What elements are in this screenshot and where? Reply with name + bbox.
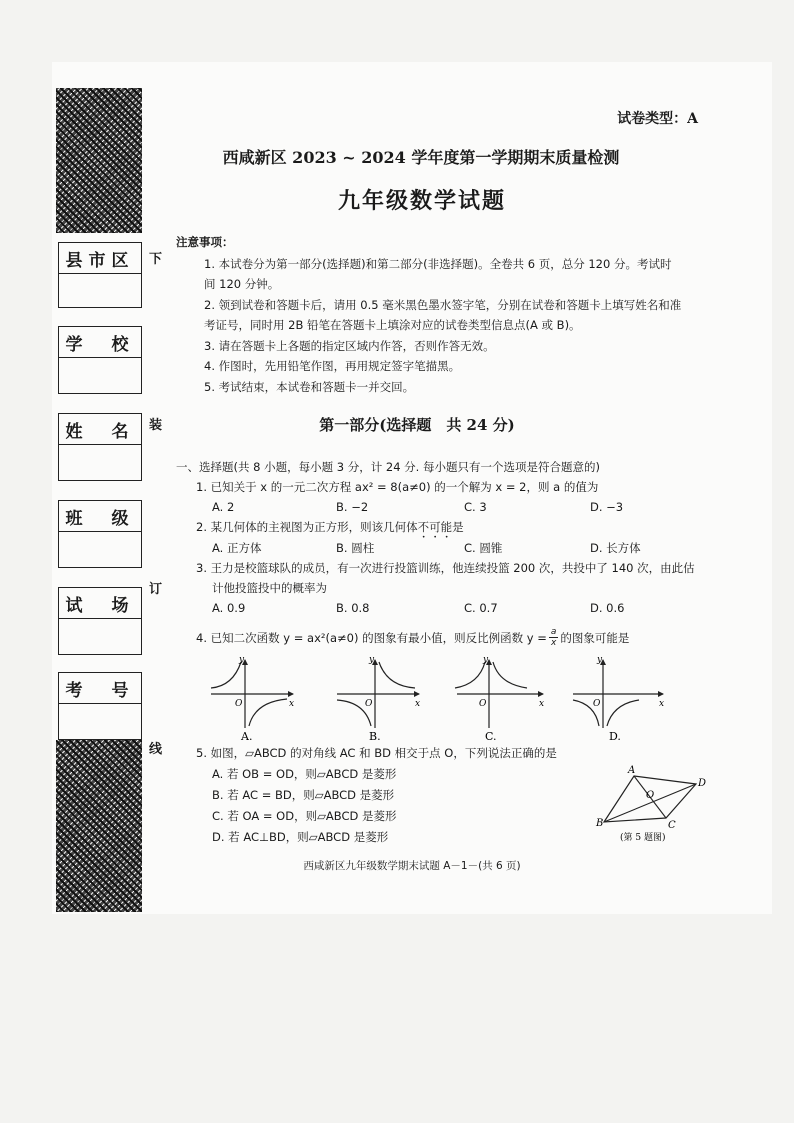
decorative-pattern-bottom — [56, 740, 142, 912]
field-room-box — [58, 587, 142, 655]
q4-stem-a: 4. 已知二次函数 y = ax²(a≠0) 的图象有最小值，则反比例函数 y = — [196, 630, 547, 645]
q4-fraction — [549, 627, 559, 648]
q4-axis-x: x — [539, 699, 545, 709]
q5-point-c: C — [668, 820, 676, 831]
note-line: 2. 领到试卷和答题卡后，请用 0.5 毫米黑色墨水签字笔，分别在试卷和答题卡上填写姓名和准 — [204, 298, 682, 312]
part1-title: 第一部分(选择题 共 24 分) — [319, 416, 515, 434]
note-line: 4. 作图时，先用铅笔作图，再用规定签字笔描黑。 — [204, 359, 461, 373]
q1-option-c: C. 3 — [464, 500, 487, 514]
q4-graph-label: C. — [485, 730, 497, 743]
q3-option-a: A. 0.9 — [212, 601, 246, 615]
q3-stem-line1: 3. 王力是校篮球队的成员，有一次进行投篮训练，他连续投篮 200 次，共投中了 140 次，由此估 — [196, 561, 695, 575]
exam-title: 九年级数学试题 — [337, 188, 506, 214]
note-line: 3. 请在答题卡上各题的指定区域内作答，否则作答无效。 — [204, 339, 495, 353]
field-label: 县市区 — [59, 243, 141, 274]
q1-option-b: B. −2 — [336, 500, 369, 514]
q4-graph-b-curve — [379, 662, 415, 688]
q3-option-b: B. 0.8 — [336, 601, 370, 615]
field-class-box — [58, 500, 142, 568]
q2-option-b: B. 圆柱 — [336, 541, 375, 555]
q4-frac-den: x — [550, 638, 557, 648]
q5-option-a: A. 若 OB = OD，则▱ABCD 是菱形 — [212, 767, 397, 781]
q4-graph-c-curve — [493, 662, 527, 688]
note-line: 5. 考试结束，本试卷和答题卡一并交回。 — [204, 380, 415, 394]
q4-graphs — [205, 652, 695, 744]
q4-axis-y: y — [483, 655, 489, 665]
q5-point-o: O — [646, 790, 655, 801]
field-county-box — [58, 242, 142, 308]
notes-heading: 注意事项： — [176, 235, 234, 249]
q5-point-d: D — [698, 778, 706, 789]
binding-mark: 装 — [149, 418, 163, 433]
q2-stem-a: 2. 某几何体的主视图为正方形，则该几何体 — [196, 520, 418, 534]
q1-option-d: D. −3 — [590, 500, 624, 514]
q4-graph-label: A. — [241, 730, 253, 743]
section1-heading: 一、选择题(共 8 小题，每小题 3 分，计 24 分. 每小题只有一个选项是符合题意的) — [176, 460, 600, 474]
note-line: 考证号，同时用 2B 铅笔在答题卡上填涂对应的试卷类型信息点(A 或 B)。 — [204, 318, 581, 332]
q4-graph-d-curve — [607, 700, 639, 726]
field-id-box — [58, 672, 142, 740]
paper-type: 试卷类型：A — [617, 111, 698, 127]
q4-graph-c-curve — [455, 662, 485, 688]
q4-graph-c — [455, 655, 544, 743]
q4-origin: O — [365, 699, 373, 709]
q3-option-d: D. 0.6 — [590, 601, 625, 615]
q4-frac-num: a — [550, 627, 557, 637]
field-label: 姓 名 — [59, 414, 141, 445]
field-label: 试 场 — [59, 588, 141, 619]
q4-origin: O — [593, 699, 601, 709]
note-line: 间 120 分钟。 — [204, 277, 280, 291]
q5-option-b: B. 若 AC = BD，则▱ABCD 是菱形 — [212, 788, 395, 802]
q3-option-c: C. 0.7 — [464, 601, 498, 615]
q4-axis-y: y — [239, 655, 245, 665]
field-school-box — [58, 326, 142, 394]
binding-mark: 下 — [149, 252, 163, 267]
q2-option-d: D. 长方体 — [590, 541, 641, 555]
q4-axis-x: x — [659, 699, 665, 709]
q4-stem-b: 的图象可能是 — [560, 630, 630, 645]
q5-point-b: B — [596, 818, 604, 829]
q2-option-c: C. 圆锥 — [464, 541, 503, 555]
exam-header: 西咸新区 2023 ~ 2024 学年度第一学期期末质量检测 — [222, 148, 620, 167]
q2-option-a: A. 正方体 — [212, 541, 262, 555]
q4-axis-y: y — [597, 655, 603, 665]
q4-stem — [196, 627, 629, 648]
q1-option-a: A. 2 — [212, 500, 235, 514]
field-label: 班 级 — [59, 501, 141, 532]
field-label: 学 校 — [59, 327, 141, 358]
q4-axis-x: x — [415, 699, 421, 709]
q5-point-a: A — [628, 765, 636, 776]
q4-graph-label: B. — [369, 730, 381, 743]
q1-stem: 1. 已知关于 x 的一元二次方程 ax² = 8(a≠0) 的一个解为 x = 2，则 a 的值为 — [196, 480, 599, 494]
q4-origin: O — [479, 699, 487, 709]
q4-graph-d — [573, 655, 664, 743]
q4-graph-b — [337, 655, 420, 743]
q4-axis-y: y — [369, 655, 375, 665]
q4-graph-label: D. — [609, 730, 621, 743]
q2-stem-emphasis: 不可能 — [417, 520, 453, 534]
q4-graph-a-curve — [249, 699, 287, 726]
q5-figure-caption: (第 5 题图) — [620, 833, 666, 843]
q4-graph-a — [211, 655, 294, 743]
note-line: 1. 本试卷分为第一部分(选择题)和第二部分(非选择题)。全卷共 6 页，总分 120 分。考试时 — [204, 257, 672, 271]
q4-origin: O — [235, 699, 243, 709]
q5-option-d: D. 若 AC⊥BD，则▱ABCD 是菱形 — [212, 830, 389, 844]
binding-mark: 订 — [149, 582, 163, 597]
q2-stem-b: 是 — [452, 520, 464, 534]
q5-figure — [594, 762, 706, 844]
q2-stem — [196, 519, 464, 541]
q3-stem-line2: 计他投篮投中的概率为 — [212, 581, 327, 595]
field-label: 考 号 — [59, 673, 141, 704]
q4-graph-a-curve — [211, 662, 241, 688]
binding-mark: 线 — [149, 742, 163, 757]
page-footer: 西咸新区九年级数学期末试题 A－1－(共 6 页) — [303, 860, 521, 872]
q4-axis-x: x — [289, 699, 295, 709]
q5-stem: 5. 如图，▱ABCD 的对角线 AC 和 BD 相交于点 O，下列说法正确的是 — [196, 746, 557, 760]
q5-option-c: C. 若 OA = OD，则▱ABCD 是菱形 — [212, 809, 397, 823]
